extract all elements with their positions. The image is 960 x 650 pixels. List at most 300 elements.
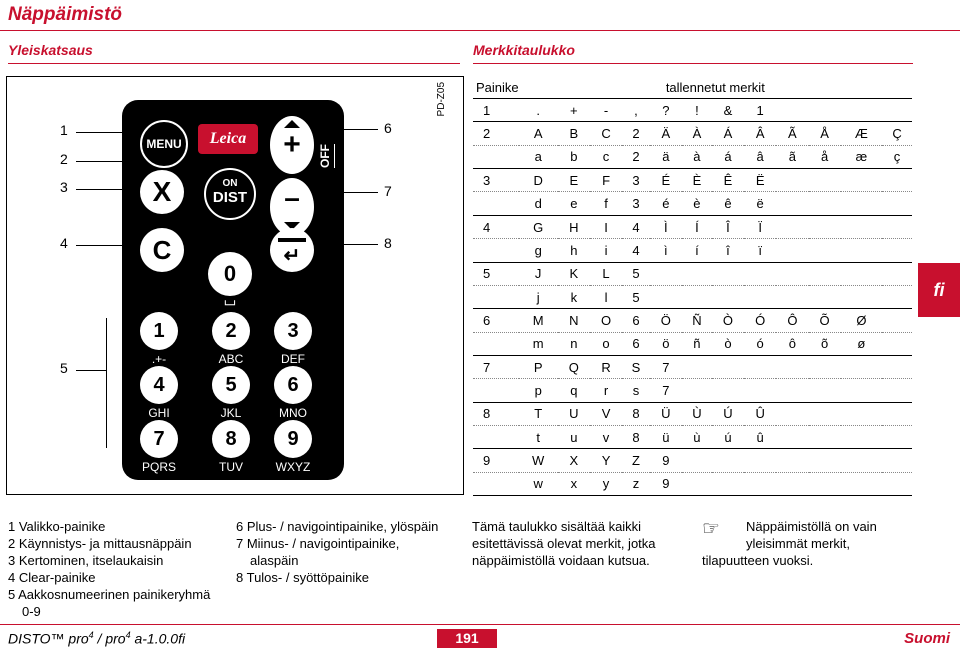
char-cell: [712, 379, 744, 402]
char-cell: o: [590, 332, 622, 355]
char-cell: 6: [622, 309, 650, 332]
char-cell: Í: [682, 215, 712, 238]
minus-label: –: [284, 182, 300, 213]
char-cell: 9: [650, 449, 682, 472]
row-key: [473, 332, 519, 355]
char-cell: [776, 355, 808, 378]
char-cell: [712, 472, 744, 495]
char-cell: [809, 449, 841, 472]
char-cell: m: [519, 332, 558, 355]
char-cell: ë: [744, 192, 776, 215]
callout-1: 1: [60, 122, 68, 138]
callout-bracket-5: [106, 318, 107, 448]
char-cell: -: [590, 99, 622, 122]
footer-product: DISTO™ pro: [8, 630, 89, 647]
row-key: [473, 145, 519, 168]
row-key: 7: [473, 355, 519, 378]
key-4[interactable]: 4: [140, 366, 178, 404]
table-row: [473, 215, 912, 238]
char-cell: [650, 285, 682, 308]
char-cell: Ú: [712, 402, 744, 425]
footer-version: a-1.0.0fi: [130, 630, 186, 647]
table-row: [473, 472, 912, 495]
legend-item: 6 Plus- / navigointipainike, ylöspäin: [236, 519, 439, 534]
char-cell: q: [558, 379, 590, 402]
char-cell: [882, 285, 912, 308]
char-cell: N: [558, 309, 590, 332]
char-cell: [744, 262, 776, 285]
char-cell: 4: [622, 215, 650, 238]
char-cell: [882, 425, 912, 448]
char-cell: [882, 215, 912, 238]
char-cell: [841, 379, 882, 402]
language-tab: fi: [918, 263, 960, 317]
char-cell: H: [558, 215, 590, 238]
char-cell: ô: [776, 332, 808, 355]
char-cell: 7: [650, 379, 682, 402]
char-cell: [776, 239, 808, 262]
char-cell: á: [712, 145, 744, 168]
plus-up-button[interactable]: [270, 116, 314, 174]
char-cell: [841, 262, 882, 285]
char-cell: [682, 449, 712, 472]
char-cell: [776, 379, 808, 402]
char-cell: Y: [590, 449, 622, 472]
row-key: 6: [473, 309, 519, 332]
char-cell: 7: [650, 355, 682, 378]
char-cell: [809, 425, 841, 448]
char-cell: Å: [809, 122, 841, 145]
char-cell: t: [519, 425, 558, 448]
char-cell: .: [519, 99, 558, 122]
char-cell: [809, 402, 841, 425]
table-row: [473, 402, 912, 425]
char-cell: ã: [776, 145, 808, 168]
char-cell: [809, 285, 841, 308]
char-cell: I: [590, 215, 622, 238]
key-8-sub: TUV: [219, 460, 243, 474]
key-8[interactable]: 8: [212, 420, 250, 458]
char-cell: i: [590, 239, 622, 262]
table-note: [472, 518, 656, 569]
char-cell: ó: [744, 332, 776, 355]
char-cell: [841, 239, 882, 262]
char-cell: [744, 355, 776, 378]
char-cell: R: [590, 355, 622, 378]
pointing-hand-icon: ☞: [702, 518, 720, 540]
callout-2: 2: [60, 151, 68, 167]
figure-code: PD-Z05: [436, 82, 447, 117]
char-cell: [809, 215, 841, 238]
char-cell: [882, 99, 912, 122]
char-cell: U: [558, 402, 590, 425]
char-cell: [809, 99, 841, 122]
off-label: OFF: [318, 144, 335, 168]
key-9-sub: WXYZ: [275, 460, 311, 474]
char-cell: 8: [622, 402, 650, 425]
char-cell: À: [682, 122, 712, 145]
char-cell: K: [558, 262, 590, 285]
char-cell: L: [590, 262, 622, 285]
char-cell: B: [558, 122, 590, 145]
char-cell: x: [558, 472, 590, 495]
enter-button[interactable]: [270, 228, 314, 272]
key-2-sub: ABC: [218, 352, 244, 366]
char-cell: Ï: [744, 215, 776, 238]
char-cell: [882, 332, 912, 355]
char-cell: [882, 379, 912, 402]
char-cell: Ç: [882, 122, 912, 145]
title-rule: [0, 30, 960, 31]
char-cell: [841, 285, 882, 308]
char-cell: Â: [744, 122, 776, 145]
char-cell: E: [558, 169, 590, 192]
char-cell: F: [590, 169, 622, 192]
char-cell: ï: [744, 239, 776, 262]
section-overview-heading: Yleiskatsaus: [8, 42, 93, 58]
callout-line-5: [76, 370, 106, 371]
hint-line: tilapuutteen vuoksi.: [702, 553, 814, 568]
footer-product-2: / pro: [93, 630, 126, 647]
hint-note: [702, 518, 892, 569]
clear-button[interactable]: C: [140, 228, 184, 272]
hint-line: Näppäimistöllä on vain: [746, 519, 877, 534]
char-cell: [776, 192, 808, 215]
legend-item: alaspäin: [250, 553, 299, 568]
char-cell: ò: [712, 332, 744, 355]
table-header-key: Painike: [473, 76, 519, 99]
row-key: [473, 239, 519, 262]
char-cell: [809, 379, 841, 402]
char-cell: à: [682, 145, 712, 168]
char-cell: [682, 379, 712, 402]
char-cell: 5: [622, 262, 650, 285]
char-cell: [809, 472, 841, 495]
char-cell: Ä: [650, 122, 682, 145]
footer-sup-2: 4: [125, 630, 131, 640]
callout-5: 5: [60, 360, 68, 376]
legend-item: 3 Kertominen, itselaukaisin: [8, 553, 164, 568]
char-cell: Û: [744, 402, 776, 425]
char-cell: È: [682, 169, 712, 192]
row-key: 8: [473, 402, 519, 425]
section-rule-left: [8, 63, 460, 64]
row-key: [473, 285, 519, 308]
char-cell: Ê: [712, 169, 744, 192]
character-table: [473, 76, 912, 496]
char-cell: p: [519, 379, 558, 402]
page-title: Näppäimistö: [8, 4, 123, 25]
table-row: [473, 145, 912, 168]
char-cell: õ: [809, 332, 841, 355]
char-cell: S: [622, 355, 650, 378]
char-cell: [882, 402, 912, 425]
space-icon: ⌴: [224, 292, 236, 308]
char-cell: O: [590, 309, 622, 332]
key-1-sub: .+-: [151, 352, 167, 366]
table-row: [473, 425, 912, 448]
char-cell: [776, 215, 808, 238]
char-cell: ?: [650, 99, 682, 122]
char-cell: [841, 99, 882, 122]
table-row: [473, 169, 912, 192]
char-cell: Ë: [744, 169, 776, 192]
char-cell: [776, 425, 808, 448]
char-cell: ä: [650, 145, 682, 168]
char-cell: [744, 379, 776, 402]
menu-button[interactable]: [140, 120, 188, 168]
char-cell: w: [519, 472, 558, 495]
char-cell: [882, 449, 912, 472]
menu-label: MENU: [146, 137, 182, 151]
leica-logo: [198, 124, 258, 154]
equals-bar-icon: [278, 238, 306, 242]
char-cell: 3: [622, 192, 650, 215]
char-cell: s: [622, 379, 650, 402]
char-cell: [682, 285, 712, 308]
dist-label: DIST: [212, 189, 248, 206]
char-cell: v: [590, 425, 622, 448]
key-7[interactable]: 7: [140, 420, 178, 458]
char-cell: å: [809, 145, 841, 168]
row-key: [473, 192, 519, 215]
char-cell: T: [519, 402, 558, 425]
char-cell: !: [682, 99, 712, 122]
char-cell: [882, 239, 912, 262]
char-cell: Á: [712, 122, 744, 145]
char-cell: Ö: [650, 309, 682, 332]
table-row: [473, 332, 912, 355]
note-line: näppäimistöllä voidaan kutsua.: [472, 553, 650, 568]
char-cell: ù: [682, 425, 712, 448]
char-cell: Z: [622, 449, 650, 472]
char-cell: g: [519, 239, 558, 262]
enter-icon: ↵: [283, 245, 301, 267]
char-cell: 6: [622, 332, 650, 355]
char-cell: Ù: [682, 402, 712, 425]
section-rule-right: [473, 63, 913, 64]
key-2[interactable]: 2: [212, 312, 250, 350]
key-1[interactable]: 1: [140, 312, 178, 350]
page-number: 191: [437, 629, 497, 648]
char-cell: û: [744, 425, 776, 448]
char-cell: æ: [841, 145, 882, 168]
char-cell: [776, 472, 808, 495]
char-cell: [841, 169, 882, 192]
on-dist-button[interactable]: [204, 168, 256, 220]
char-cell: Ì: [650, 215, 682, 238]
callout-3: 3: [60, 179, 68, 195]
char-cell: V: [590, 402, 622, 425]
row-key: 2: [473, 122, 519, 145]
char-cell: 1: [744, 99, 776, 122]
char-cell: [776, 262, 808, 285]
table-row: [473, 122, 912, 145]
char-cell: l: [590, 285, 622, 308]
callout-8: 8: [384, 235, 392, 251]
char-cell: M: [519, 309, 558, 332]
char-cell: [682, 355, 712, 378]
char-cell: P: [519, 355, 558, 378]
legend-left: [8, 518, 210, 620]
char-cell: ç: [882, 145, 912, 168]
char-cell: Q: [558, 355, 590, 378]
char-cell: Ó: [744, 309, 776, 332]
table-row: [473, 239, 912, 262]
char-cell: [882, 169, 912, 192]
table-row: [473, 192, 912, 215]
char-cell: X: [558, 449, 590, 472]
section-table-heading: Merkkitaulukko: [473, 42, 575, 58]
row-key: 5: [473, 262, 519, 285]
key-9[interactable]: 9: [274, 420, 312, 458]
legend-item: 0-9: [22, 604, 41, 619]
char-cell: ,: [622, 99, 650, 122]
callout-4: 4: [60, 235, 68, 251]
char-cell: ú: [712, 425, 744, 448]
char-cell: É: [650, 169, 682, 192]
char-cell: e: [558, 192, 590, 215]
table-header-row: [473, 76, 912, 99]
table-row: [473, 262, 912, 285]
char-cell: [776, 449, 808, 472]
legend-item: 1 Valikko-painike: [8, 519, 106, 534]
char-cell: Ñ: [682, 309, 712, 332]
char-cell: ü: [650, 425, 682, 448]
char-cell: [809, 355, 841, 378]
row-key: 9: [473, 449, 519, 472]
char-cell: [712, 355, 744, 378]
row-key: [473, 472, 519, 495]
hint-line: yleisimmät merkit,: [746, 536, 851, 551]
key-4-sub: GHI: [148, 406, 170, 420]
row-key: 4: [473, 215, 519, 238]
char-cell: Ø: [841, 309, 882, 332]
char-cell: [809, 169, 841, 192]
key-5-sub: JKL: [220, 406, 242, 420]
callout-7: 7: [384, 183, 392, 199]
char-cell: Ã: [776, 122, 808, 145]
char-cell: [744, 472, 776, 495]
char-cell: Ò: [712, 309, 744, 332]
char-cell: [682, 262, 712, 285]
table-header-chars: tallennetut merkit: [519, 76, 912, 99]
char-cell: ê: [712, 192, 744, 215]
char-cell: 2: [622, 145, 650, 168]
char-cell: â: [744, 145, 776, 168]
char-cell: n: [558, 332, 590, 355]
char-cell: r: [590, 379, 622, 402]
char-cell: ì: [650, 239, 682, 262]
char-cell: D: [519, 169, 558, 192]
table-row: [473, 449, 912, 472]
char-cell: [744, 449, 776, 472]
callout-6: 6: [384, 120, 392, 136]
char-cell: A: [519, 122, 558, 145]
char-cell: [776, 169, 808, 192]
char-cell: [841, 449, 882, 472]
char-cell: ö: [650, 332, 682, 355]
row-key: 1: [473, 99, 519, 122]
table-row: [473, 99, 912, 122]
char-cell: Ü: [650, 402, 682, 425]
char-cell: [776, 402, 808, 425]
char-cell: [712, 262, 744, 285]
key-5[interactable]: 5: [212, 366, 250, 404]
legend-mid: [236, 518, 438, 586]
char-cell: b: [558, 145, 590, 168]
char-cell: [712, 285, 744, 308]
key-3-sub: DEF: [281, 352, 305, 366]
table-row: [473, 355, 912, 378]
zero-button[interactable]: 0: [208, 252, 252, 296]
char-cell: é: [650, 192, 682, 215]
table-row: [473, 309, 912, 332]
char-cell: [650, 262, 682, 285]
key-6[interactable]: 6: [274, 366, 312, 404]
keypad-body: [122, 100, 344, 480]
char-cell: [841, 472, 882, 495]
char-cell: G: [519, 215, 558, 238]
char-cell: [809, 192, 841, 215]
char-cell: [712, 449, 744, 472]
note-line: Tämä taulukko sisältää kaikki: [472, 519, 642, 534]
char-cell: u: [558, 425, 590, 448]
char-cell: [841, 402, 882, 425]
char-cell: j: [519, 285, 558, 308]
char-cell: [841, 215, 882, 238]
char-cell: ø: [841, 332, 882, 355]
plus-label: +: [283, 128, 301, 161]
leica-logo-text: Leica: [209, 130, 247, 147]
char-cell: [882, 262, 912, 285]
char-cell: &: [712, 99, 744, 122]
char-cell: [776, 99, 808, 122]
char-cell: W: [519, 449, 558, 472]
char-cell: c: [590, 145, 622, 168]
char-cell: Ô: [776, 309, 808, 332]
footer-doc-id: [8, 630, 185, 647]
legend-item: 2 Käynnistys- ja mittausnäppäin: [8, 536, 192, 551]
char-cell: 8: [622, 425, 650, 448]
note-line: esitettävissä olevat merkit, jotka: [472, 536, 656, 551]
char-cell: 3: [622, 169, 650, 192]
footer-sup: 4: [88, 630, 94, 640]
key-3[interactable]: 3: [274, 312, 312, 350]
row-key: [473, 379, 519, 402]
arrow-up-icon: [284, 120, 300, 128]
on-label: ON: [222, 178, 238, 189]
row-key: [473, 425, 519, 448]
char-cell: [682, 472, 712, 495]
char-cell: [841, 425, 882, 448]
char-cell: h: [558, 239, 590, 262]
char-cell: 9: [650, 472, 682, 495]
char-cell: y: [590, 472, 622, 495]
key-6-sub: MNO: [279, 406, 307, 420]
char-cell: Õ: [809, 309, 841, 332]
char-cell: Æ: [841, 122, 882, 145]
legend-item: 5 Aakkosnumeerinen painikeryhmä: [8, 587, 211, 602]
char-cell: í: [682, 239, 712, 262]
char-cell: Î: [712, 215, 744, 238]
char-cell: k: [558, 285, 590, 308]
char-cell: C: [590, 122, 622, 145]
multiply-button[interactable]: X: [140, 170, 184, 214]
char-cell: 5: [622, 285, 650, 308]
legend-item: 4 Clear-painike: [8, 570, 96, 585]
char-cell: [841, 355, 882, 378]
